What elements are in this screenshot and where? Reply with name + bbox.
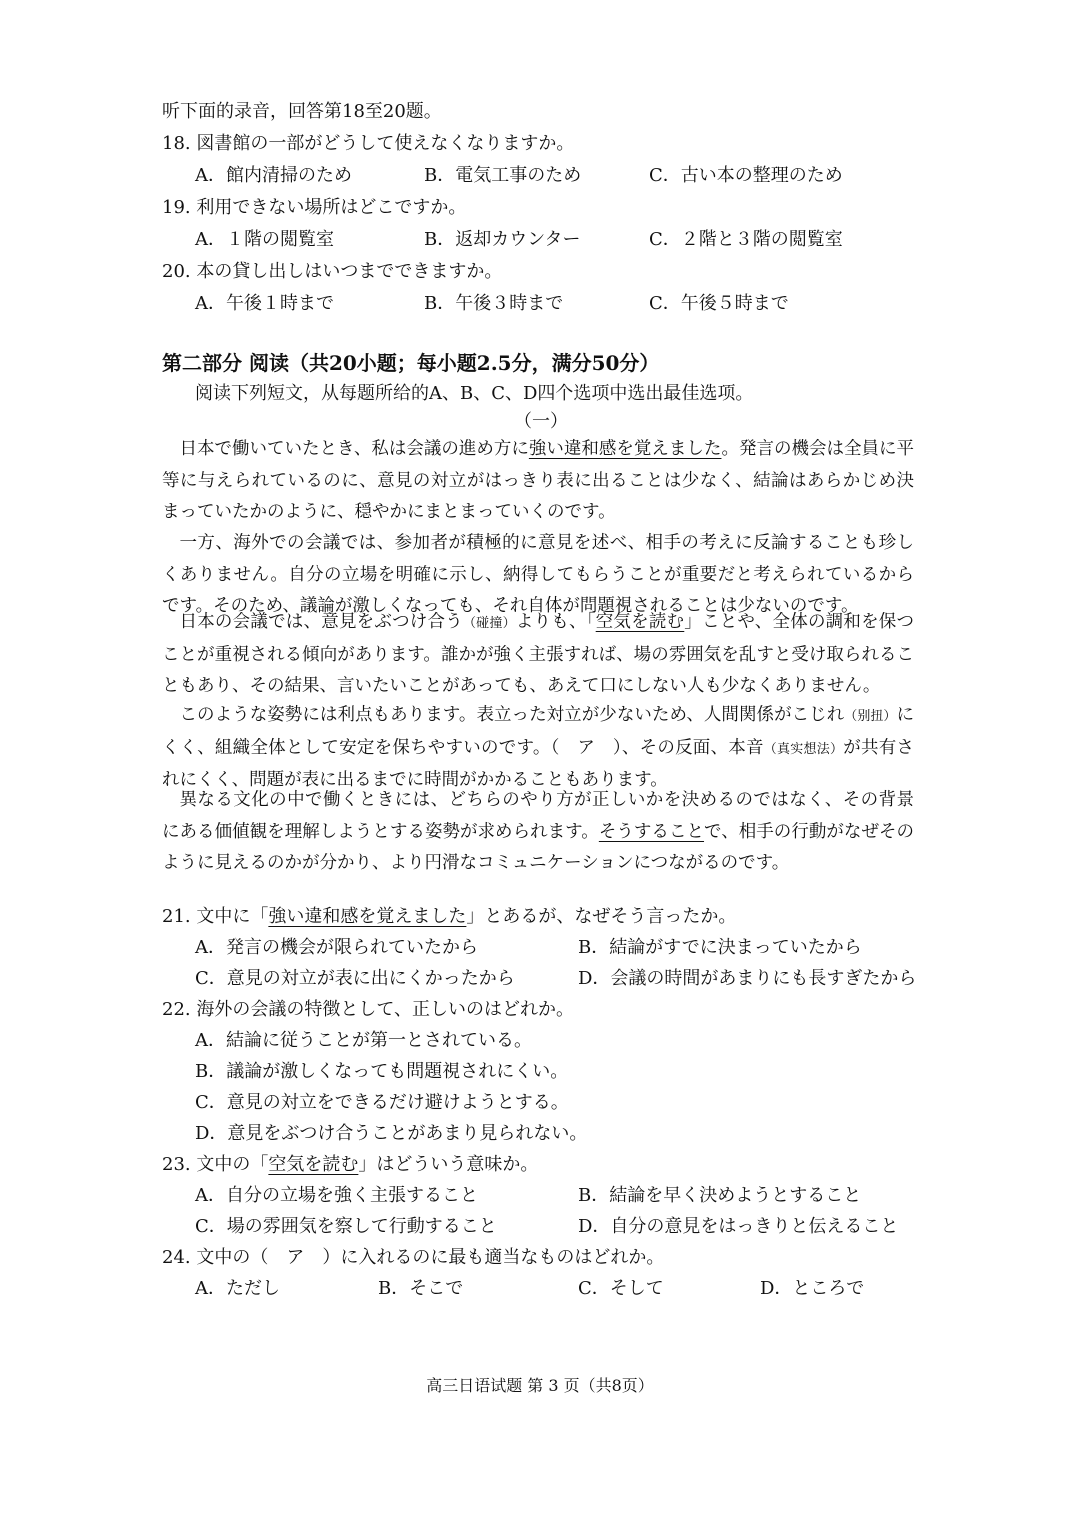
option-24a: A．ただし [195, 1278, 280, 1299]
passage-paragraph-5 [162, 785, 914, 880]
passage-paragraph-4 [162, 700, 914, 797]
passage-paragraph-3 [162, 607, 914, 703]
question-number: 24. [162, 1247, 191, 1268]
passage-paragraph-1 [162, 434, 914, 529]
option-18b: B．電気工事のため [424, 165, 582, 186]
text-run: 」とあるが、なぜそう言ったか。 [466, 906, 737, 927]
option-21d: D．会議の時間があまりにも長すぎたから [578, 968, 917, 989]
reading-instruction: 阅读下列短文，从每题所给的A、B、C、D四个选项中选出最佳选项。 [195, 383, 754, 404]
option-20a: A．午後１時まで [195, 293, 334, 314]
text-run: 異なる文化の中で働くときには、どちらのやり方が正しいかを決めるのではなく、その背景にある価値観を理解しようとする姿勢が求められます。 [162, 790, 914, 842]
text-run: にくく、組織全体として安定を保ちやすいのです。（ ア ）、その反面、本音 [162, 705, 914, 758]
underlined-phrase: 強い違和感を覚えました [528, 439, 722, 459]
question-stem: 文中の（ ア ）に入れるのに最も適当なものはどれか。 [196, 1247, 665, 1268]
option-21a: A．発言の機会が限られていたから [195, 937, 478, 958]
question-number: 22. [162, 999, 191, 1020]
question-20 [162, 263, 502, 281]
option-23a: A．自分の立場を強く主張すること [195, 1185, 478, 1206]
option-18a: A．館内清掃のため [195, 165, 352, 186]
question-stem: 図書館の一部がどうして使えなくなりますか。 [196, 133, 575, 154]
option-23d: D．自分の意見をはっきりと伝えること [578, 1216, 899, 1237]
text-run: 」ことや、全体の調和を保つことが重視される傾向があります。誰かが強く主張すれば、場の雰囲気を乱すと受け取られることもあり、その結果、言いたいことがあっても、あえて口にしない人も少なくありません。 [162, 612, 915, 697]
text-run: 日本で働いていたとき、私は会議の進め方に [179, 439, 529, 459]
annotation-note: （真实想法） [763, 741, 844, 757]
passage-label: （一） [514, 411, 568, 432]
option-19a: A．１階の閲覧室 [195, 229, 334, 250]
option-22b: B．議論が激しくなっても問題視されにくい。 [195, 1061, 569, 1082]
question-number: 21. [162, 906, 191, 927]
option-19c: C．２階と３階の閲覧室 [649, 229, 843, 250]
option-19b: B．返却カウンター [424, 229, 581, 250]
option-21c: C．意見の対立が表に出にくかったから [195, 968, 515, 989]
question-19 [162, 199, 466, 217]
question-stem: 海外の会議の特徴として、正しいのはどれか。 [196, 999, 575, 1020]
annotation-note: （碰撞） [462, 616, 516, 631]
question-21 [162, 908, 736, 926]
text-run: 」はどういう意味か。 [358, 1154, 539, 1175]
text-run: 文中に「 [196, 906, 269, 927]
option-20c: C．午後５時まで [649, 293, 789, 314]
text-run: 日本の会議では、意見をぶつけ合う [179, 612, 463, 632]
text-run: このような姿勢には利点もあります。表立った対立が少ないため、人間関係がこじれ [179, 705, 845, 725]
reading-heading: 第二部分 阅读（共20小题；每小题2.5分，满分50分） [162, 351, 660, 375]
question-18 [162, 135, 574, 153]
option-23b: B．結論を早く決めようとすること [578, 1185, 862, 1206]
option-24b: B．そこで [378, 1278, 464, 1299]
option-18c: C．古い本の整理のため [649, 165, 843, 186]
listening-instruction: 听下面的录音，回答第18至20题。 [162, 101, 442, 122]
underlined-phrase: 空気を読む [268, 1154, 359, 1175]
option-24d: D．ところで [760, 1278, 865, 1299]
passage-paragraph-2: 一方、海外での会議では、参加者が積極的に意見を述べ、相手の考えに反論することも珍しくありません。自分の立場を明確に示し、納得してもらうことが重要だと考えられているからです。そのため、議論が激しくなっても、それ自体が問題視されることは少ないのです。 [162, 533, 914, 617]
option-22c: C．意見の対立をできるだけ避けようとする。 [195, 1092, 569, 1113]
question-stem: 本の貸し出しはいつまでできますか。 [196, 261, 503, 282]
text-run: で、相手の行動がなぜそのように見えるのかが分かり、より円滑なコミュニケーションにつながるのです。 [162, 821, 915, 874]
text-run: よりも、「 [515, 612, 596, 632]
option-23c: C．場の雰囲気を察して行動すること [195, 1216, 497, 1237]
question-22 [162, 1001, 574, 1019]
question-number: 18. [162, 133, 191, 154]
text-run: が共有されにくく、問題が表に出るまでに時間がかかることもあります。 [162, 737, 914, 791]
text-run: 文中の「 [196, 1154, 269, 1175]
option-21b: B．結論がすでに決まっていたから [578, 937, 862, 958]
question-number: 19. [162, 197, 191, 218]
text-run: 。発言の機会は全員に平等に与えられているのに、意見の対立がはっきり表に出ることは少なく、結論はあらかじめ決まっていたかのように、穏やかにまとまっていくのです。 [162, 439, 914, 523]
option-22a: A．結論に従うことが第一とされている。 [195, 1030, 532, 1051]
underlined-phrase: 強い違和感を覚えました [268, 906, 467, 927]
question-number: 20. [162, 261, 191, 282]
option-22d: D．意見をぶつけ合うことがあまり見られない。 [195, 1123, 588, 1144]
question-24 [162, 1249, 664, 1267]
page-footer: 高三日语试题 第 3 页（共8页） [426, 1376, 654, 1395]
underlined-phrase: 空気を読む [595, 612, 685, 632]
question-23 [162, 1156, 538, 1174]
option-24c: C．そして [578, 1278, 664, 1299]
option-20b: B．午後３時まで [424, 293, 564, 314]
question-stem: 利用できない場所はどこですか。 [196, 197, 467, 218]
question-number: 23. [162, 1154, 191, 1175]
underlined-phrase: そうすること [598, 821, 705, 842]
annotation-note: （别扭） [844, 709, 897, 724]
